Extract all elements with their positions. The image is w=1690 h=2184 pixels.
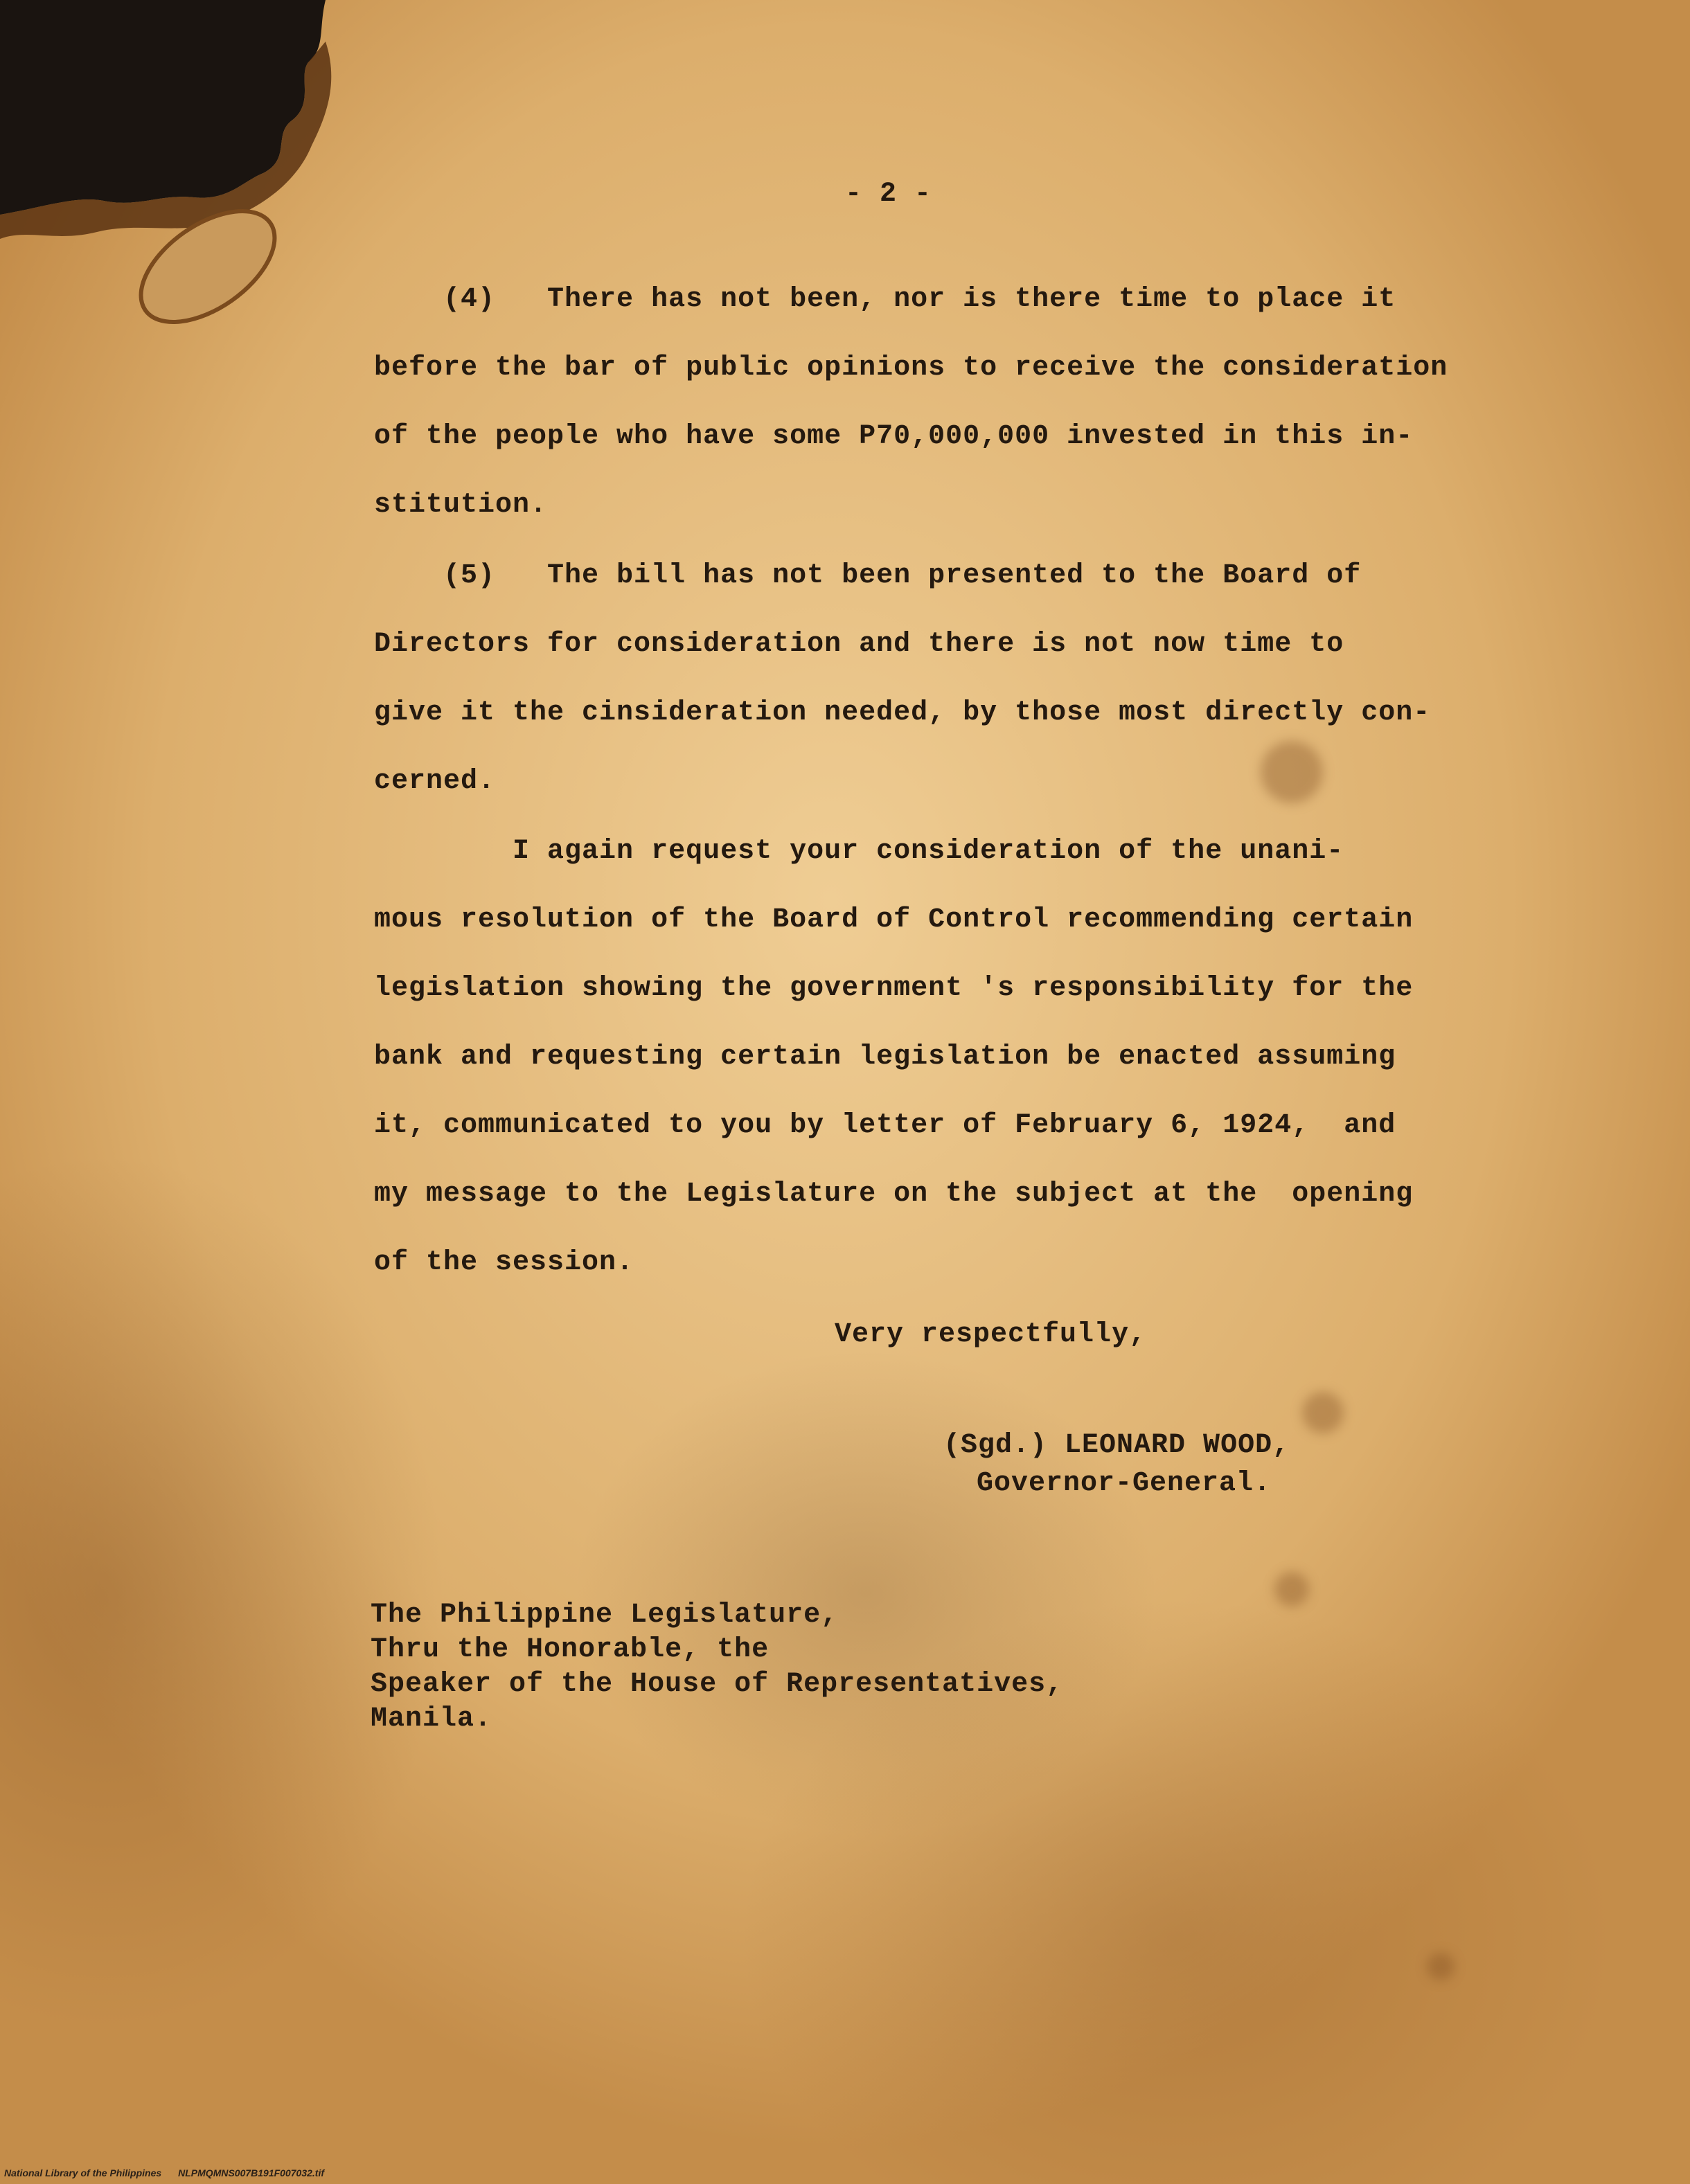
- paragraph-5-line-1: (5) The bill has not been presented to the Board of: [374, 560, 1362, 591]
- library-credit: National Library of the Philippines: [4, 2167, 162, 2178]
- signature-title: Governor-General.: [977, 1468, 1272, 1499]
- page-number: - 2 -: [845, 179, 932, 210]
- request-paragraph-line-1: I again request your consideration of the unani-: [374, 836, 1344, 867]
- address-line-3: Speaker of the House of Representatives,: [371, 1669, 1064, 1700]
- address-line-4: Manila.: [371, 1703, 492, 1735]
- request-paragraph-line-7: of the session.: [374, 1247, 634, 1278]
- paragraph-4-line-3: of the people who have some P70,000,000 invested in this in-: [374, 421, 1414, 452]
- paragraph-4-line-2: before the bar of public opinions to receive the consideration: [374, 352, 1448, 384]
- paragraph-5-line-2: Directors for consideration and there is not now time to: [374, 629, 1344, 660]
- burn-damage-mark: [0, 0, 388, 388]
- paragraph-4-line-4: stitution.: [374, 490, 548, 521]
- paragraph-5-line-3: give it the cinsideration needed, by those most directly con-: [374, 697, 1431, 728]
- signature-name: (Sgd.) LEONARD WOOD,: [943, 1430, 1290, 1461]
- paragraph-5-line-4: cerned.: [374, 766, 496, 797]
- request-paragraph-line-5: it, communicated to you by letter of February 6, 1924, and: [374, 1110, 1396, 1141]
- scan-footer: [4, 2167, 324, 2178]
- address-line-2: Thru the Honorable, the: [371, 1634, 770, 1665]
- scan-filename: NLPMQMNS007B191F007032.tif: [178, 2167, 325, 2178]
- request-paragraph-line-2: mous resolution of the Board of Control recommending certain: [374, 904, 1414, 936]
- request-paragraph-line-4: bank and requesting certain legislation be enacted assuming: [374, 1041, 1396, 1073]
- address-line-1: The Philippine Legislature,: [371, 1600, 839, 1631]
- closing: Very respectfully,: [835, 1319, 1147, 1350]
- request-paragraph-line-6: my message to the Legislature on the subject at the opening: [374, 1179, 1414, 1210]
- paragraph-4-line-1: (4) There has not been, nor is there time to place it: [374, 284, 1396, 315]
- request-paragraph-line-3: legislation showing the government 's responsibility for the: [374, 973, 1414, 1004]
